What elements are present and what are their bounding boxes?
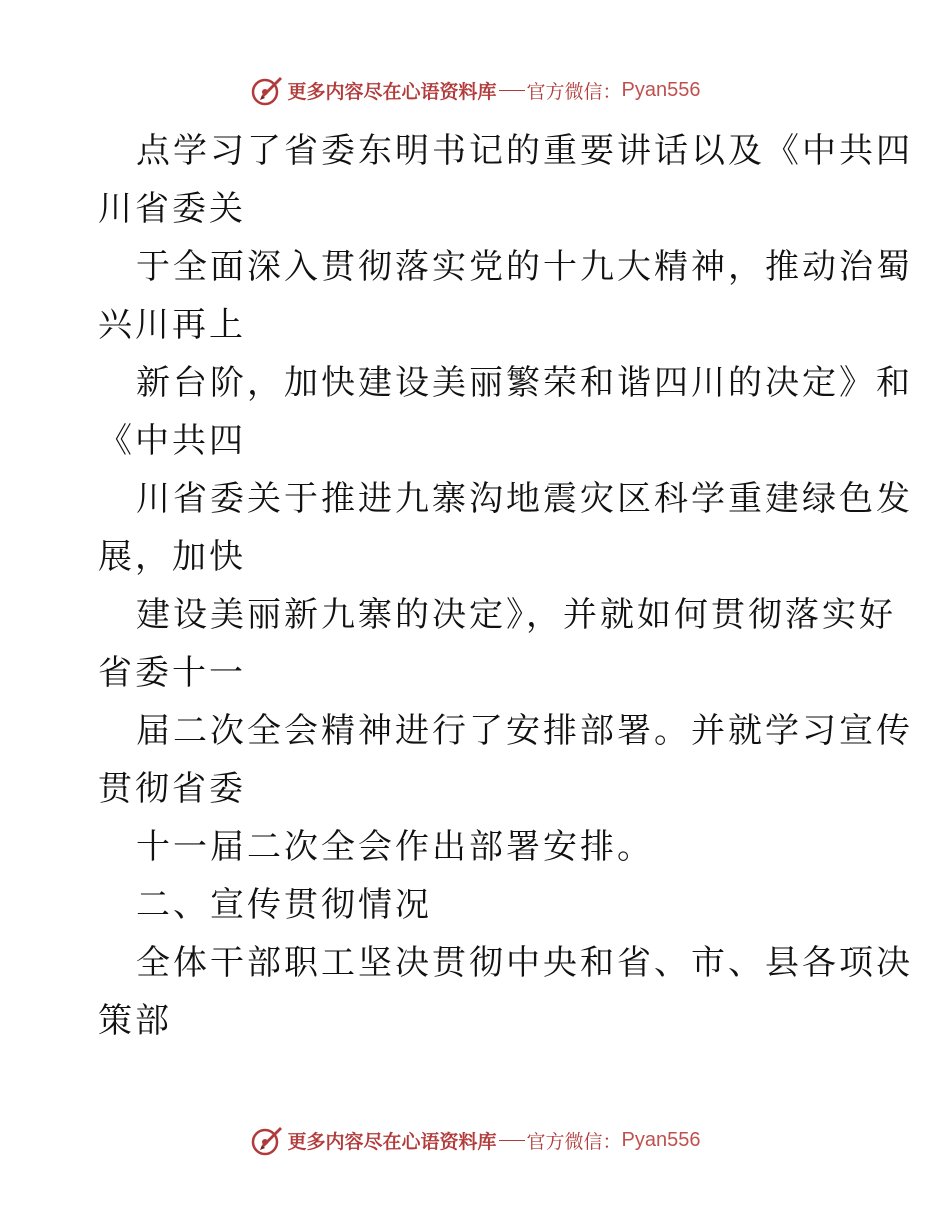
body-line: 全体干部职工坚决贯彻中央和省、市、县各项决 bbox=[136, 943, 913, 983]
quill-pen-logo-icon bbox=[250, 73, 284, 107]
footer-wechat-id: Pyan556 bbox=[621, 1128, 701, 1151]
quill-pen-logo-icon bbox=[250, 1123, 284, 1157]
section-heading: 二、宣传贯彻情况 bbox=[136, 885, 432, 925]
header-banner bbox=[0, 70, 950, 110]
body-line: 兴川再上 bbox=[98, 305, 246, 345]
body-line: 展，加快 bbox=[98, 537, 246, 577]
footer-banner-text: 更多内容尽在心语资料库 bbox=[287, 1130, 497, 1153]
footer-banner-dash bbox=[499, 1140, 525, 1141]
header-banner-dash bbox=[499, 90, 525, 91]
body-line: 策部 bbox=[98, 1001, 172, 1041]
body-line: 点学习了省委东明书记的重要讲话以及《中共四 bbox=[136, 131, 913, 171]
body-line: 贯彻省委 bbox=[98, 769, 246, 809]
body-line: 川省委关于推进九寨沟地震灾区科学重建绿色发 bbox=[136, 479, 913, 519]
header-wechat-id: Pyan556 bbox=[621, 78, 701, 101]
body-line: 《中共四 bbox=[98, 421, 246, 461]
body-line: 省委十一 bbox=[98, 653, 246, 693]
footer-banner bbox=[0, 1120, 950, 1160]
header-banner-text: 更多内容尽在心语资料库 bbox=[287, 80, 497, 103]
body-line: 届二次全会精神进行了安排部署。并就学习宣传 bbox=[136, 711, 913, 751]
body-text bbox=[98, 122, 913, 1050]
body-line: 于全面深入贯彻落实党的十九大精神，推动治蜀 bbox=[136, 247, 913, 287]
footer-wechat-label: 官方微信： bbox=[526, 1130, 622, 1153]
body-line: 建设美丽新九寨的决定》，并就如何贯彻落实好 bbox=[136, 595, 896, 635]
header-wechat-label: 官方微信： bbox=[526, 80, 622, 103]
body-line: 十一届二次全会作出部署安排。 bbox=[136, 827, 654, 867]
body-line: 川省委关 bbox=[98, 189, 246, 229]
body-line: 新台阶，加快建设美丽繁荣和谐四川的决定》和 bbox=[136, 363, 913, 403]
